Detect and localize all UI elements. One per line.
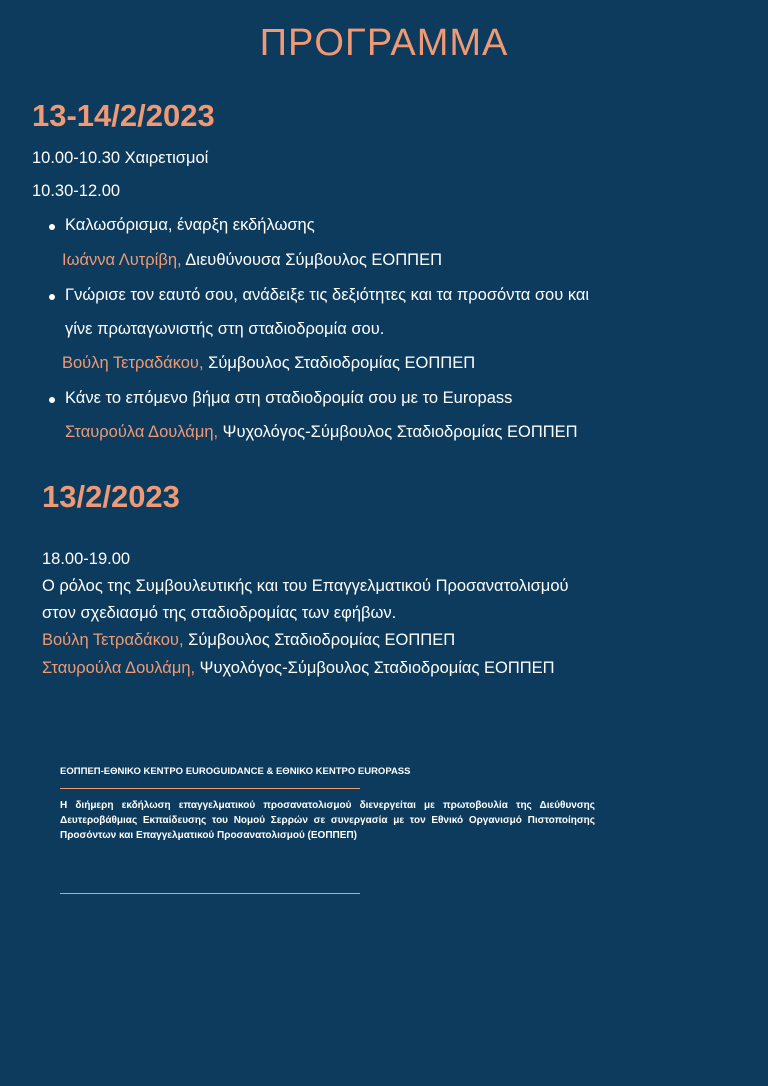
- day2-speaker2: [42, 659, 555, 678]
- day1-item2-text-line1: Γνώρισε τον εαυτό σου, ανάδειξε τις δεξιότητες και τα προσόντα σου και: [65, 286, 590, 304]
- day1-date: 13-14/2/2023: [32, 98, 215, 133]
- speaker-role: Σύμβουλος Σταδιοδρομίας ΕΟΠΠΕΠ: [183, 631, 456, 649]
- speaker-name: Σταυρούλα Δουλάμη,: [42, 659, 196, 677]
- speaker-name: Βούλη Τετραδάκου,: [42, 631, 184, 649]
- day2-slot: 18.00-19.00: [42, 550, 131, 568]
- speaker-role: Ψυχολόγος-Σύμβουλος Σταδιοδρομίας ΕΟΠΠΕΠ: [195, 659, 555, 677]
- day2-speaker1: [42, 631, 455, 650]
- day1-item1-speaker: [62, 251, 442, 270]
- page-title: ΠΡΟΓΡΑΜΜΑ: [259, 22, 509, 64]
- footer-heading: ΕΟΠΠΕΠ-ΕΘΝΙΚΟ ΚΕΝΤΡΟ EUROGUIDANCE & ΕΘΝΙΚΟ ΚΕΝΤΡΟ EUROPASS: [60, 766, 411, 777]
- day2-text-line1: Ο ρόλος της Συμβουλευτικής και του Επαγγελματικού Προσανατολισμού: [42, 577, 569, 595]
- speaker-role: Διευθύνουσα Σύμβουλος ΕΟΠΠΕΠ: [181, 251, 443, 269]
- day1-greeting: 10.00-10.30 Χαιρετισμοί: [32, 149, 209, 167]
- speaker-name: Βούλη Τετραδάκου,: [62, 354, 204, 372]
- day1-item3-speaker: [65, 423, 578, 442]
- speaker-role: Ψυχολόγος-Σύμβουλος Σταδιοδρομίας ΕΟΠΠΕΠ: [218, 423, 578, 441]
- day1-item2-speaker: [62, 354, 475, 373]
- day2-text-line2: στον σχεδιασμό της σταδιοδρομίας των εφήβων.: [42, 604, 397, 622]
- footer-divider-top: [60, 788, 360, 789]
- day1-item3-text: Κάνε το επόμενο βήμα στη σταδιοδρομία σου με το Europass: [65, 389, 513, 407]
- day2-date: 13/2/2023: [42, 479, 180, 514]
- speaker-name: Ιωάννα Λυτρίβη,: [62, 251, 182, 269]
- speaker-role: Σύμβουλος Σταδιοδρομίας ΕΟΠΠΕΠ: [203, 354, 476, 372]
- day1-item2-text-line2: γίνε πρωταγωνιστής στη σταδιοδρομία σου.: [65, 320, 385, 338]
- footer-text: Η διήμερη εκδήλωση επαγγελματικού προσανατολισμού διενεργείται με πρωτοβουλία της Διεύθυνσης Δευτεροβάθμιας Εκπαίδευσης του Νομού Σερρών σε συνεργασία με τον Εθνικό Οργανισμό Πιστοποίησης Προσόντων και Επαγγελματικού Προσανατολισμού (ΕΟΠΠΕΠ): [60, 800, 595, 841]
- day1-item1-text: Καλωσόρισμα, έναρξη εκδήλωσης: [65, 216, 315, 234]
- footer-divider-bottom: [60, 893, 360, 894]
- day1-slot: 10.30-12.00: [32, 182, 121, 200]
- speaker-name: Σταυρούλα Δουλάμη,: [65, 423, 219, 441]
